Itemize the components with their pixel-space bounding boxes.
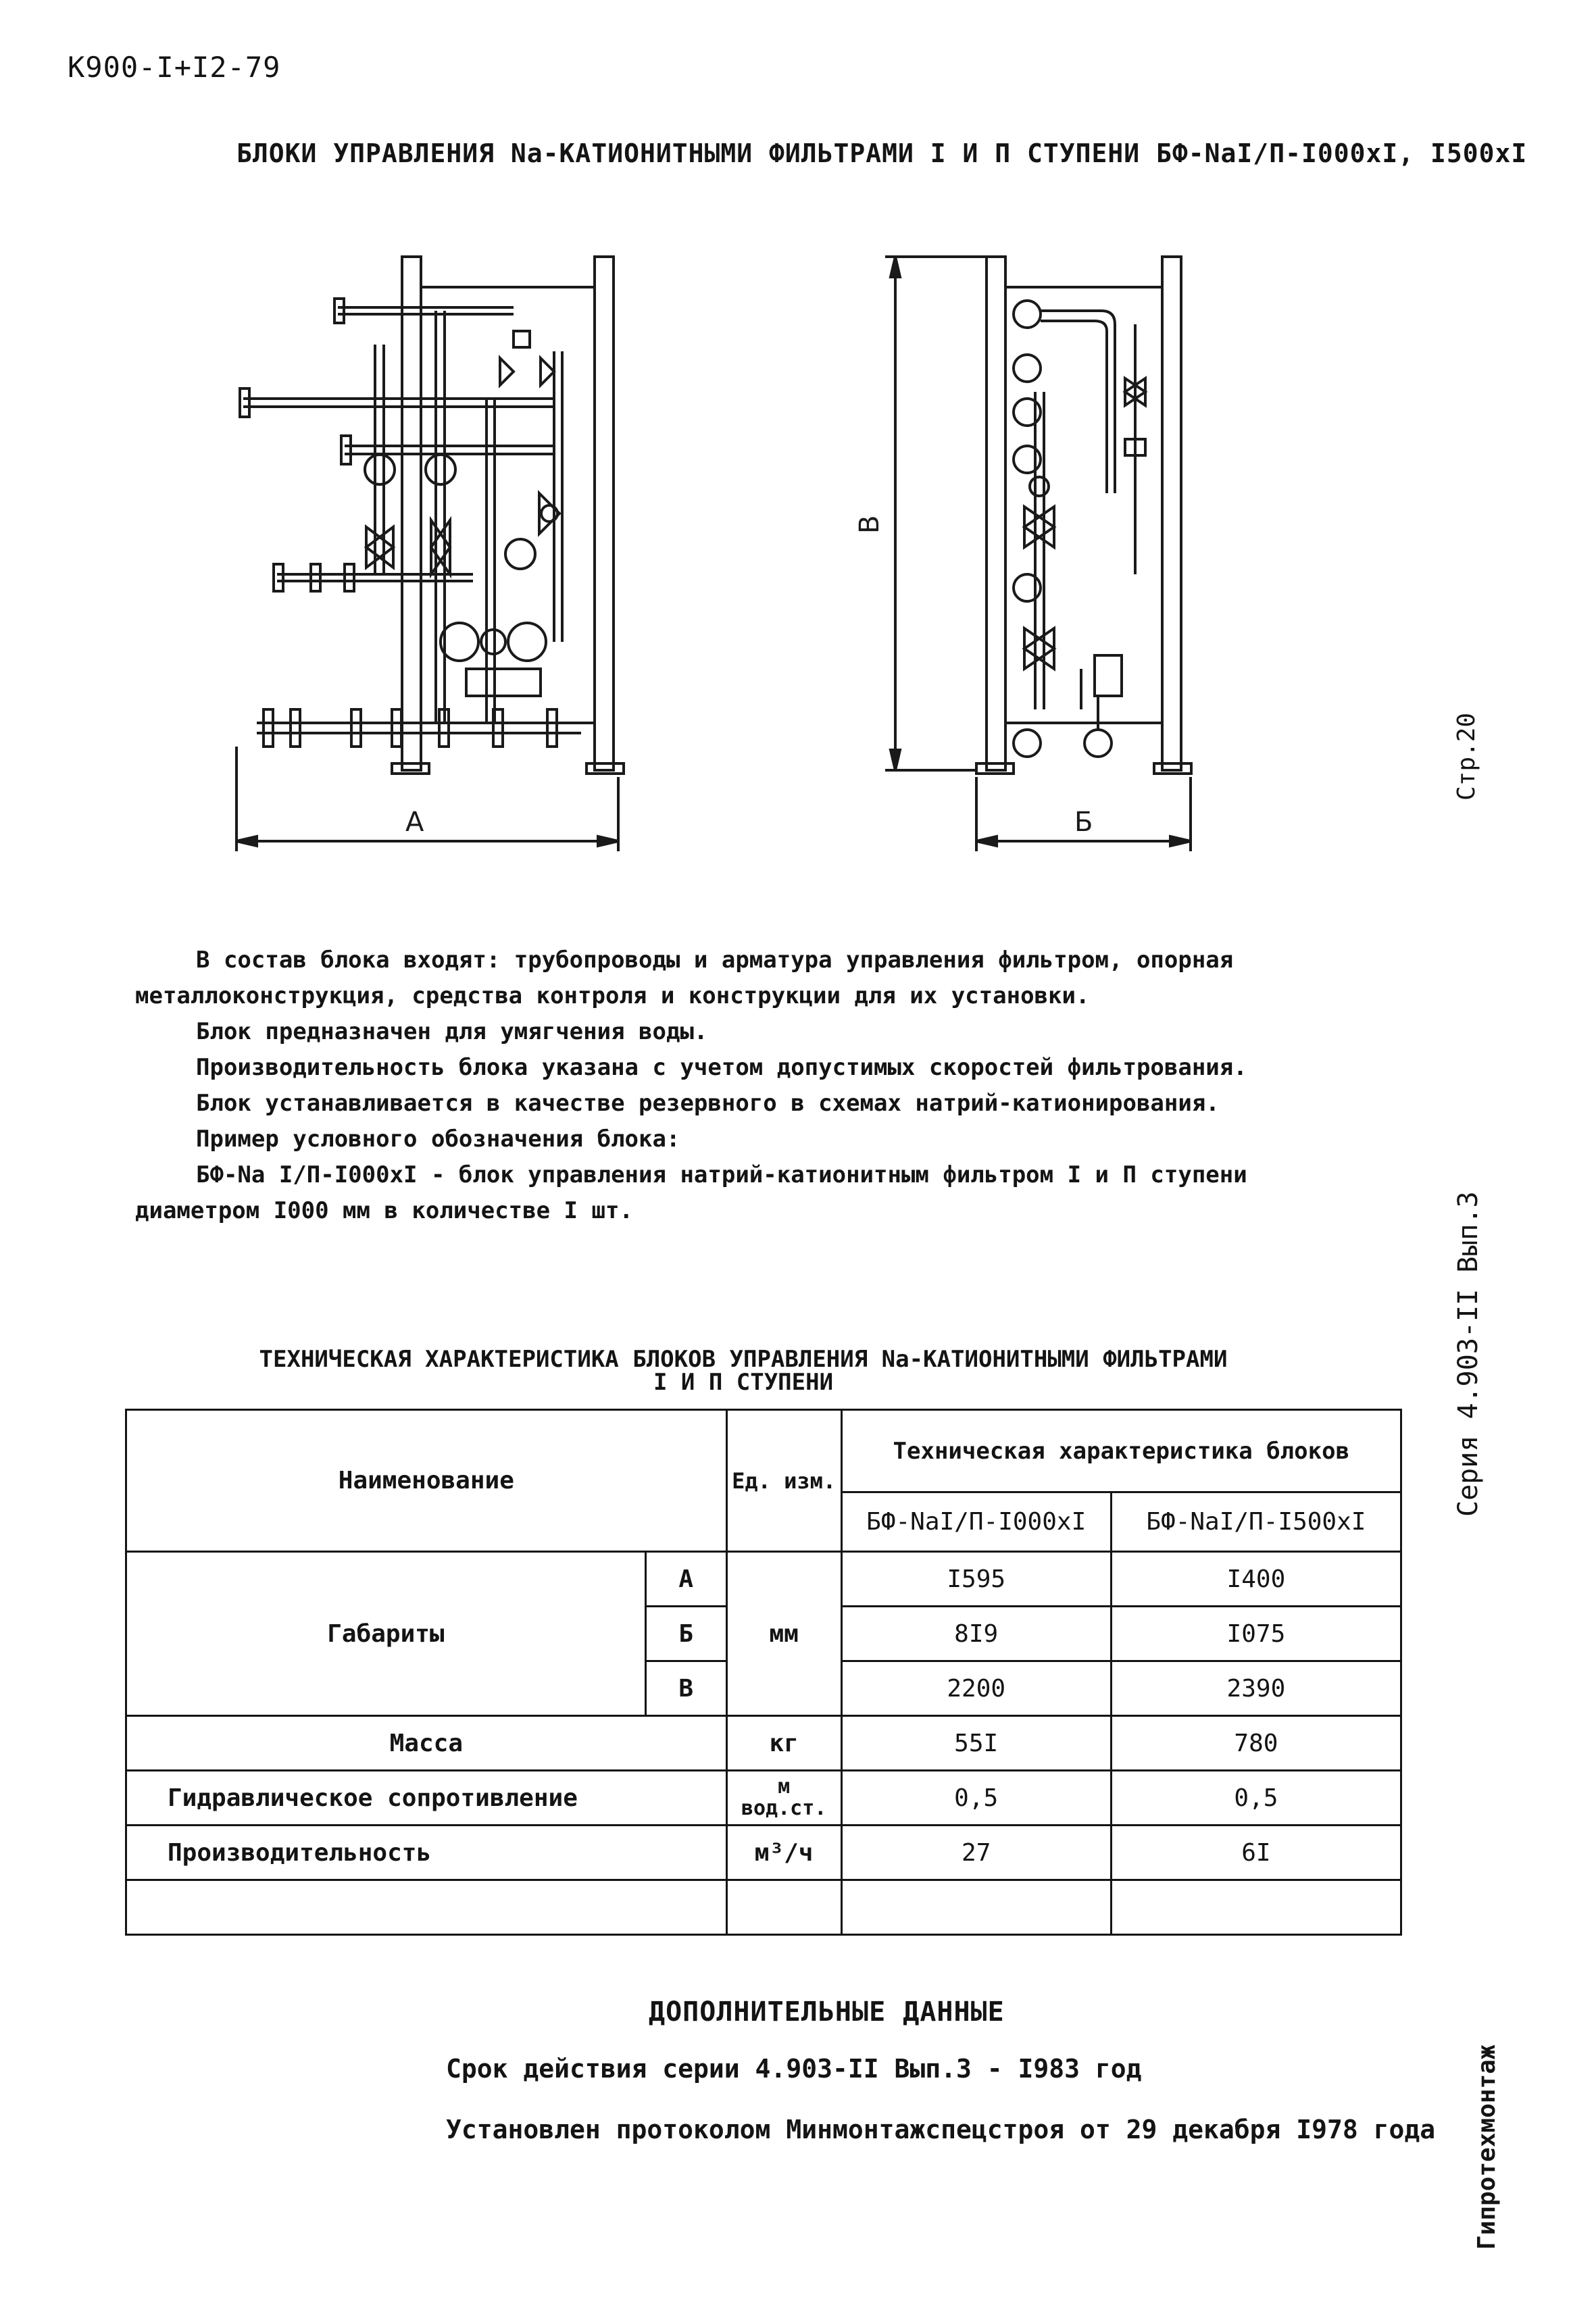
cell-value: 8I9 <box>841 1607 1111 1661</box>
row-unit: кг <box>726 1716 841 1771</box>
empty-cell <box>726 1880 841 1935</box>
empty-cell <box>1111 1880 1401 1935</box>
row-label: Производительность <box>126 1826 727 1880</box>
row-gabarity-unit: мм <box>726 1552 841 1716</box>
header-name: Наименование <box>126 1410 727 1552</box>
header-col-1500: БФ-NаI/П-I500хI <box>1111 1492 1401 1552</box>
page-title: БЛОКИ УПРАВЛЕНИЯ Nа-КАТИОНИТНЫМИ ФИЛЬТРАМИ I И П СТУПЕНИ БФ-NаI/П-I000хI, I500хI <box>236 139 1528 168</box>
table-title <box>230 1348 1257 1394</box>
dim-a-label: А <box>405 807 424 838</box>
table-title-line: I И П СТУПЕНИ <box>653 1369 834 1396</box>
description-line: металлоконструкция, средства контроля и конструкции для их установки. <box>135 982 1090 1009</box>
empty-cell <box>841 1880 1111 1935</box>
side-view-drawing <box>976 257 1191 774</box>
cell-value: 780 <box>1111 1716 1401 1771</box>
row-sub-label: В <box>645 1661 726 1716</box>
dim-b-label: Б <box>1074 807 1093 838</box>
cell-value: 0,5 <box>841 1771 1111 1826</box>
cell-value: 0,5 <box>1111 1771 1401 1826</box>
empty-cell <box>126 1880 727 1935</box>
description-line: Производительность блока указана с учетом допустимых скоростей фильтрования. <box>196 1054 1247 1081</box>
header-unit: Ед. изм. <box>726 1410 841 1552</box>
tech-spec-table <box>125 1409 1402 1936</box>
description <box>135 942 1297 1229</box>
page-number: Стр.20 <box>1453 712 1480 801</box>
dimension-v <box>885 257 987 770</box>
additional-title: ДОПОЛНИТЕЛЬНЫЕ ДАННЫЕ <box>649 1996 1005 2028</box>
cell-value: I075 <box>1111 1607 1401 1661</box>
description-line: Пример условного обозначения блока: <box>196 1126 680 1153</box>
cell-value: 2200 <box>841 1661 1111 1716</box>
cell-value: I400 <box>1111 1552 1401 1607</box>
document-code: К900-I+I2-79 <box>68 51 281 84</box>
organization-label: Гипротехмонтаж <box>1473 2044 1501 2250</box>
validity-text: Срок действия серии 4.903-II Вып.3 - I983 год <box>446 2054 1142 2084</box>
description-line: Блок устанавливается в качестве резервного в схемах натрий-катионирования. <box>196 1090 1220 1117</box>
description-line: диаметром I000 мм в количестве I шт. <box>135 1197 633 1224</box>
established-text: Установлен протоколом Минмонтажспецстроя от 29 декабря I978 года <box>446 2115 1436 2144</box>
cell-value: 55I <box>841 1716 1111 1771</box>
series-label: Серия 4.903-II Вып.3 <box>1453 1191 1484 1517</box>
table-title-line: ТЕХНИЧЕСКАЯ ХАРАКТЕРИСТИКА БЛОКОВ УПРАВЛЕНИЯ Nа-КАТИОНИТНЫМИ ФИЛЬТРАМИ <box>259 1346 1228 1373</box>
cell-value: 6I <box>1111 1826 1401 1880</box>
description-line: В состав блока входят: трубопроводы и арматура управления фильтром, опорная <box>196 947 1234 974</box>
dim-v-label: В <box>854 515 885 534</box>
front-view-drawing <box>240 257 624 774</box>
row-gabarity-label: Габариты <box>126 1552 646 1716</box>
header-group: Техническая характеристика блоков <box>841 1410 1401 1492</box>
description-line: Блок предназначен для умягчения воды. <box>196 1018 708 1045</box>
header-col-1000: БФ-NаI/П-I000хI <box>841 1492 1111 1552</box>
row-unit: м вод.ст. <box>726 1771 841 1826</box>
row-sub-label: А <box>645 1552 726 1607</box>
row-sub-label: Б <box>645 1607 726 1661</box>
row-unit: м³/ч <box>726 1826 841 1880</box>
cell-value: I595 <box>841 1552 1111 1607</box>
block-drawing <box>203 236 1250 878</box>
cell-value: 27 <box>841 1826 1111 1880</box>
row-label: Гидравлическое сопротивление <box>126 1771 727 1826</box>
cell-value: 2390 <box>1111 1661 1401 1716</box>
description-line: БФ-Nа I/П-I000хI - блок управления натрий-катионитным фильтром I и П ступени <box>196 1161 1247 1188</box>
row-label: Масса <box>126 1716 727 1771</box>
